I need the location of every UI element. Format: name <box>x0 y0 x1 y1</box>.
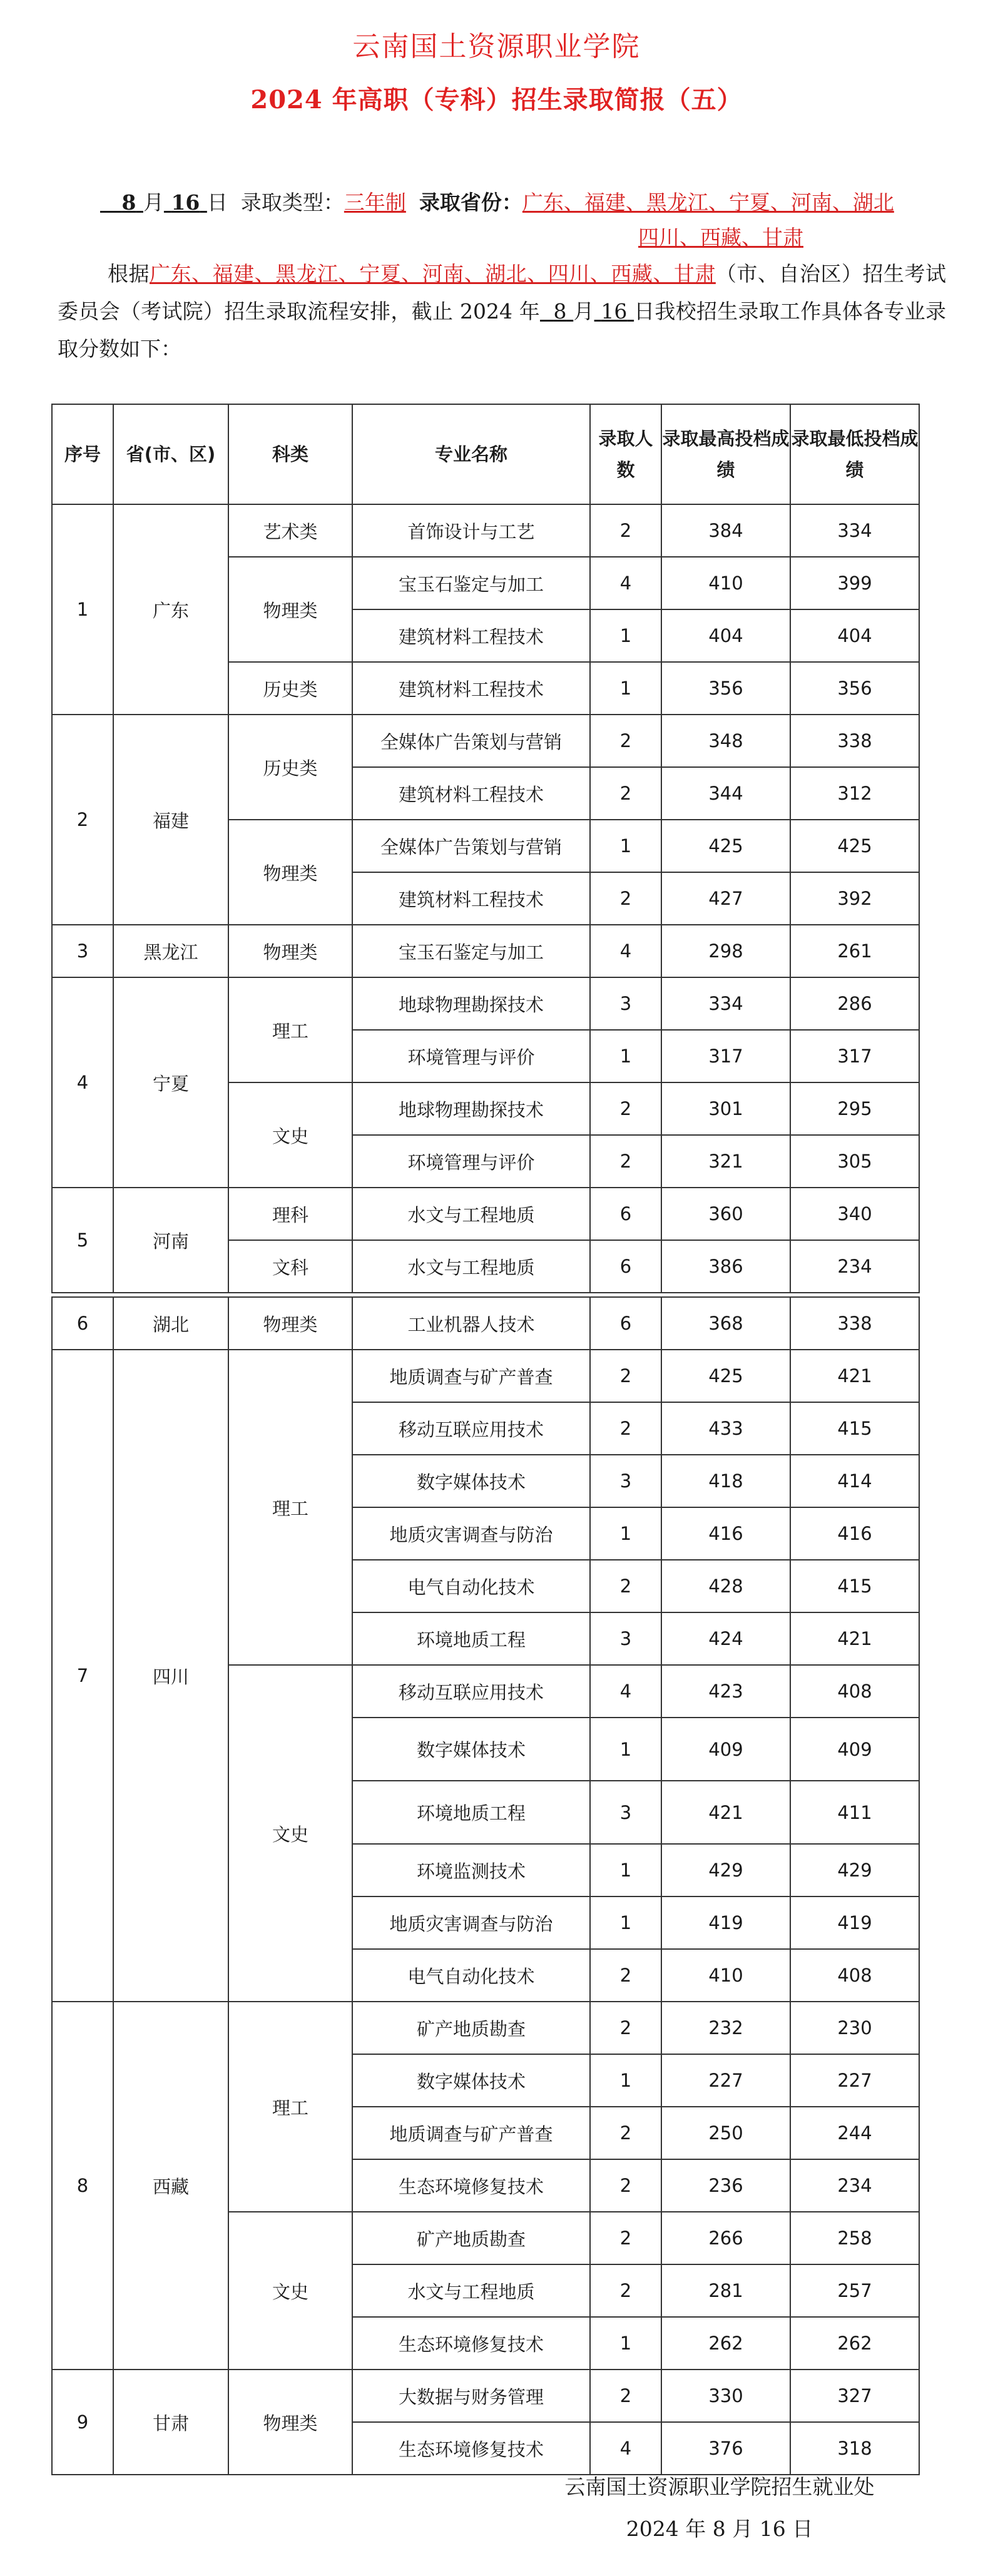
cell-count: 2 <box>590 2107 661 2159</box>
cell-category: 物理类 <box>228 1297 352 1350</box>
cell-max: 424 <box>661 1612 790 1665</box>
cell-count: 6 <box>590 1297 661 1350</box>
cell-count: 6 <box>590 1188 661 1240</box>
cell-max: 348 <box>661 715 790 767</box>
cell-no: 3 <box>52 925 113 977</box>
table-row <box>52 977 919 1030</box>
cell-major: 生态环境修复技术 <box>352 2159 590 2212</box>
meta-type-label: 录取类型： <box>240 190 344 215</box>
cell-category: 物理类 <box>228 925 352 977</box>
cell-max: 301 <box>661 1082 790 1135</box>
cell-major: 建筑材料工程技术 <box>352 767 590 820</box>
cell-min: 257 <box>790 2264 919 2317</box>
cell-min: 262 <box>790 2317 919 2370</box>
cell-min: 411 <box>790 1781 919 1844</box>
cell-max: 427 <box>661 872 790 925</box>
cell-min: 340 <box>790 1188 919 1240</box>
meta-month: 8 <box>121 190 136 215</box>
cell-min: 421 <box>790 1350 919 1402</box>
meta-type-value: 三年制 <box>344 190 406 215</box>
cell-max: 360 <box>661 1188 790 1240</box>
cell-major: 电气自动化技术 <box>352 1560 590 1612</box>
header-province: 省(市、区) <box>113 404 228 504</box>
cell-no: 2 <box>52 715 113 925</box>
cell-category: 物理类 <box>228 820 352 925</box>
cell-major: 地球物理勘探技术 <box>352 977 590 1030</box>
cell-min: 234 <box>790 2159 919 2212</box>
cell-no: 6 <box>52 1297 113 1350</box>
cell-max: 236 <box>661 2159 790 2212</box>
cell-major: 地质调查与矿产普查 <box>352 1350 590 1402</box>
cell-count: 3 <box>590 1612 661 1665</box>
cell-max: 250 <box>661 2107 790 2159</box>
cell-count: 2 <box>590 2264 661 2317</box>
cell-min: 227 <box>790 2054 919 2107</box>
cell-count: 4 <box>590 2422 661 2475</box>
cell-count: 1 <box>590 1718 661 1781</box>
admission-table-part1 <box>51 404 920 1293</box>
meta-province-label: 录取省份： <box>419 190 522 215</box>
header-min: 录取最低投档成绩 <box>790 404 919 504</box>
cell-min: 338 <box>790 1297 919 1350</box>
cell-max: 428 <box>661 1560 790 1612</box>
cell-major: 生态环境修复技术 <box>352 2317 590 2370</box>
cell-province: 湖北 <box>113 1297 228 1350</box>
cell-min: 338 <box>790 715 919 767</box>
cell-max: 421 <box>661 1781 790 1844</box>
cell-min: 425 <box>790 820 919 872</box>
cell-min: 312 <box>790 767 919 820</box>
school-title: 云南国土资源职业学院 <box>352 31 641 63</box>
cell-min: 392 <box>790 872 919 925</box>
cell-min: 409 <box>790 1718 919 1781</box>
cell-count: 2 <box>590 872 661 925</box>
cell-min: 230 <box>790 2002 919 2054</box>
cell-min: 414 <box>790 1455 919 1507</box>
cell-major: 移动互联应用技术 <box>352 1665 590 1718</box>
cell-count: 3 <box>590 1455 661 1507</box>
cell-count: 1 <box>590 662 661 715</box>
cell-count: 2 <box>590 1082 661 1135</box>
cell-count: 6 <box>590 1240 661 1293</box>
cell-major: 环境地质工程 <box>352 1781 590 1844</box>
cell-count: 2 <box>590 715 661 767</box>
cell-major: 全媒体广告策划与营销 <box>352 715 590 767</box>
table-header-row <box>52 404 919 504</box>
cell-major: 宝玉石鉴定与加工 <box>352 557 590 609</box>
cell-count: 1 <box>590 2054 661 2107</box>
cell-max: 356 <box>661 662 790 715</box>
table-row <box>52 1188 919 1240</box>
cell-count: 1 <box>590 2317 661 2370</box>
intro-day: 16 <box>601 299 628 323</box>
cell-min: 317 <box>790 1030 919 1082</box>
cell-min: 399 <box>790 557 919 609</box>
cell-count: 2 <box>590 1949 661 2002</box>
cell-count: 4 <box>590 1665 661 1718</box>
cell-min: 429 <box>790 1844 919 1896</box>
cell-major: 全媒体广告策划与营销 <box>352 820 590 872</box>
cell-count: 2 <box>590 1135 661 1188</box>
cell-min: 416 <box>790 1507 919 1560</box>
cell-max: 262 <box>661 2317 790 2370</box>
cell-major: 数字媒体技术 <box>352 1718 590 1781</box>
cell-major: 地球物理勘探技术 <box>352 1082 590 1135</box>
cell-min: 334 <box>790 504 919 557</box>
cell-count: 4 <box>590 925 661 977</box>
cell-count: 2 <box>590 2370 661 2422</box>
footer-date: 2024 年 8 月 16 日 <box>626 2517 813 2541</box>
cell-category: 历史类 <box>228 662 352 715</box>
cell-major: 环境管理与评价 <box>352 1135 590 1188</box>
cell-count: 1 <box>590 1030 661 1082</box>
cell-major: 工业机器人技术 <box>352 1297 590 1350</box>
cell-min: 295 <box>790 1082 919 1135</box>
cell-major: 宝玉石鉴定与加工 <box>352 925 590 977</box>
cell-province: 甘肃 <box>113 2370 228 2475</box>
cell-province: 黑龙江 <box>113 925 228 977</box>
cell-max: 425 <box>661 820 790 872</box>
cell-max: 386 <box>661 1240 790 1293</box>
cell-min: 408 <box>790 1949 919 2002</box>
cell-min: 234 <box>790 1240 919 1293</box>
header-count: 录取人数 <box>590 404 661 504</box>
cell-no: 9 <box>52 2370 113 2475</box>
cell-max: 334 <box>661 977 790 1030</box>
cell-category: 历史类 <box>228 715 352 820</box>
cell-no: 4 <box>52 977 113 1188</box>
cell-count: 2 <box>590 2212 661 2264</box>
cell-min: 318 <box>790 2422 919 2475</box>
admission-table-part2 <box>51 1296 920 2475</box>
cell-major: 水文与工程地质 <box>352 1240 590 1293</box>
cell-major: 电气自动化技术 <box>352 1949 590 2002</box>
meta-day: 16 <box>171 190 200 215</box>
cell-min: 404 <box>790 609 919 662</box>
cell-major: 建筑材料工程技术 <box>352 609 590 662</box>
cell-major: 环境监测技术 <box>352 1844 590 1896</box>
cell-min: 421 <box>790 1612 919 1665</box>
cell-category: 文史 <box>228 1665 352 2002</box>
cell-category: 物理类 <box>228 2370 352 2475</box>
header-category: 科类 <box>228 404 352 504</box>
cell-count: 2 <box>590 1350 661 1402</box>
cell-count: 3 <box>590 977 661 1030</box>
cell-category: 艺术类 <box>228 504 352 557</box>
header-major: 专业名称 <box>352 404 590 504</box>
cell-max: 317 <box>661 1030 790 1082</box>
cell-major: 大数据与财务管理 <box>352 2370 590 2422</box>
cell-max: 321 <box>661 1135 790 1188</box>
cell-count: 3 <box>590 1781 661 1844</box>
cell-min: 408 <box>790 1665 919 1718</box>
cell-max: 298 <box>661 925 790 977</box>
cell-count: 1 <box>590 1896 661 1949</box>
cell-no: 7 <box>52 1350 113 2002</box>
cell-max: 423 <box>661 1665 790 1718</box>
table-row <box>52 1297 919 1350</box>
table-row <box>52 2002 919 2054</box>
cell-major: 环境地质工程 <box>352 1612 590 1665</box>
cell-no: 8 <box>52 2002 113 2370</box>
cell-max: 368 <box>661 1297 790 1350</box>
cell-max: 416 <box>661 1507 790 1560</box>
cell-major: 建筑材料工程技术 <box>352 872 590 925</box>
table-row <box>52 925 919 977</box>
cell-no: 1 <box>52 504 113 715</box>
cell-major: 水文与工程地质 <box>352 2264 590 2317</box>
cell-major: 矿产地质勘查 <box>352 2212 590 2264</box>
cell-major: 地质灾害调查与防治 <box>352 1896 590 1949</box>
cell-count: 1 <box>590 820 661 872</box>
cell-category: 理工 <box>228 1350 352 1665</box>
cell-province: 四川 <box>113 1350 228 2002</box>
cell-province: 西藏 <box>113 2002 228 2370</box>
cell-no: 5 <box>52 1188 113 1293</box>
cell-count: 2 <box>590 767 661 820</box>
cell-major: 建筑材料工程技术 <box>352 662 590 715</box>
cell-count: 1 <box>590 1507 661 1560</box>
cell-province: 河南 <box>113 1188 228 1293</box>
cell-min: 415 <box>790 1402 919 1455</box>
cell-min: 261 <box>790 925 919 977</box>
cell-category: 理工 <box>228 977 352 1082</box>
cell-category: 文史 <box>228 1082 352 1188</box>
cell-max: 266 <box>661 2212 790 2264</box>
meta-provinces-line2: 四川、西藏、甘肃 <box>638 225 803 250</box>
table-row <box>52 715 919 767</box>
cell-major: 环境管理与评价 <box>352 1030 590 1082</box>
cell-max: 429 <box>661 1844 790 1896</box>
cell-min: 258 <box>790 2212 919 2264</box>
cell-province: 福建 <box>113 715 228 925</box>
cell-major: 首饰设计与工艺 <box>352 504 590 557</box>
cell-category: 理科 <box>228 1188 352 1240</box>
cell-category: 文科 <box>228 1240 352 1293</box>
cell-max: 232 <box>661 2002 790 2054</box>
cell-max: 409 <box>661 1718 790 1781</box>
cell-max: 418 <box>661 1455 790 1507</box>
cell-major: 地质灾害调查与防治 <box>352 1507 590 1560</box>
cell-count: 4 <box>590 557 661 609</box>
cell-min: 244 <box>790 2107 919 2159</box>
cell-max: 404 <box>661 609 790 662</box>
cell-major: 数字媒体技术 <box>352 1455 590 1507</box>
cell-min: 286 <box>790 977 919 1030</box>
cell-major: 移动互联应用技术 <box>352 1402 590 1455</box>
cell-province: 广东 <box>113 504 228 715</box>
cell-max: 419 <box>661 1896 790 1949</box>
cell-category: 理工 <box>228 2002 352 2212</box>
cell-major: 矿产地质勘查 <box>352 2002 590 2054</box>
cell-major: 数字媒体技术 <box>352 2054 590 2107</box>
cell-min: 419 <box>790 1896 919 1949</box>
intro-paragraph: 根据广东、福建、黑龙江、宁夏、河南、湖北、四川、西藏、甘肃（市、自治区）招生考试委员会（考试院）招生录取流程安排，截止 2024 年 8 月 16 日我校招生录取工作具体各专业录取分数如下： <box>58 262 947 361</box>
cell-max: 433 <box>661 1402 790 1455</box>
cell-count: 2 <box>590 2002 661 2054</box>
cell-province: 宁夏 <box>113 977 228 1188</box>
meta-provinces-line1: 广东、福建、黑龙江、宁夏、河南、湖北 <box>522 190 894 215</box>
header-no: 序号 <box>52 404 113 504</box>
cell-count: 2 <box>590 1560 661 1612</box>
intro-provinces: 广东、福建、黑龙江、宁夏、河南、湖北、四川、西藏、甘肃 <box>150 262 716 286</box>
cell-max: 227 <box>661 2054 790 2107</box>
cell-count: 2 <box>590 1402 661 1455</box>
cell-category: 物理类 <box>228 557 352 662</box>
footer-office: 云南国土资源职业学院招生就业处 <box>564 2475 875 2499</box>
cell-category: 文史 <box>228 2212 352 2370</box>
cell-count: 2 <box>590 504 661 557</box>
table-row <box>52 1350 919 1402</box>
cell-max: 410 <box>661 1949 790 2002</box>
cell-max: 384 <box>661 504 790 557</box>
cell-max: 330 <box>661 2370 790 2422</box>
meta-info: 8 月 16 日 录取类型：三年制 录取省份：广东、福建、黑龙江、宁夏、河南、湖北 四川、西藏、甘肃 <box>100 185 951 255</box>
cell-major: 生态环境修复技术 <box>352 2422 590 2475</box>
cell-count: 1 <box>590 609 661 662</box>
cell-min: 327 <box>790 2370 919 2422</box>
cell-max: 376 <box>661 2422 790 2475</box>
cell-max: 410 <box>661 557 790 609</box>
header-max: 录取最高投档成绩 <box>661 404 790 504</box>
cell-major: 地质调查与矿产普查 <box>352 2107 590 2159</box>
cell-count: 2 <box>590 2159 661 2212</box>
table-row <box>52 2370 919 2422</box>
cell-min: 305 <box>790 1135 919 1188</box>
cell-count: 1 <box>590 1844 661 1896</box>
table-row <box>52 504 919 557</box>
cell-min: 356 <box>790 662 919 715</box>
cell-max: 425 <box>661 1350 790 1402</box>
cell-max: 281 <box>661 2264 790 2317</box>
cell-max: 344 <box>661 767 790 820</box>
cell-major: 水文与工程地质 <box>352 1188 590 1240</box>
report-title: 2024 年高职（专科）招生录取简报（五） <box>250 85 743 115</box>
cell-min: 415 <box>790 1560 919 1612</box>
